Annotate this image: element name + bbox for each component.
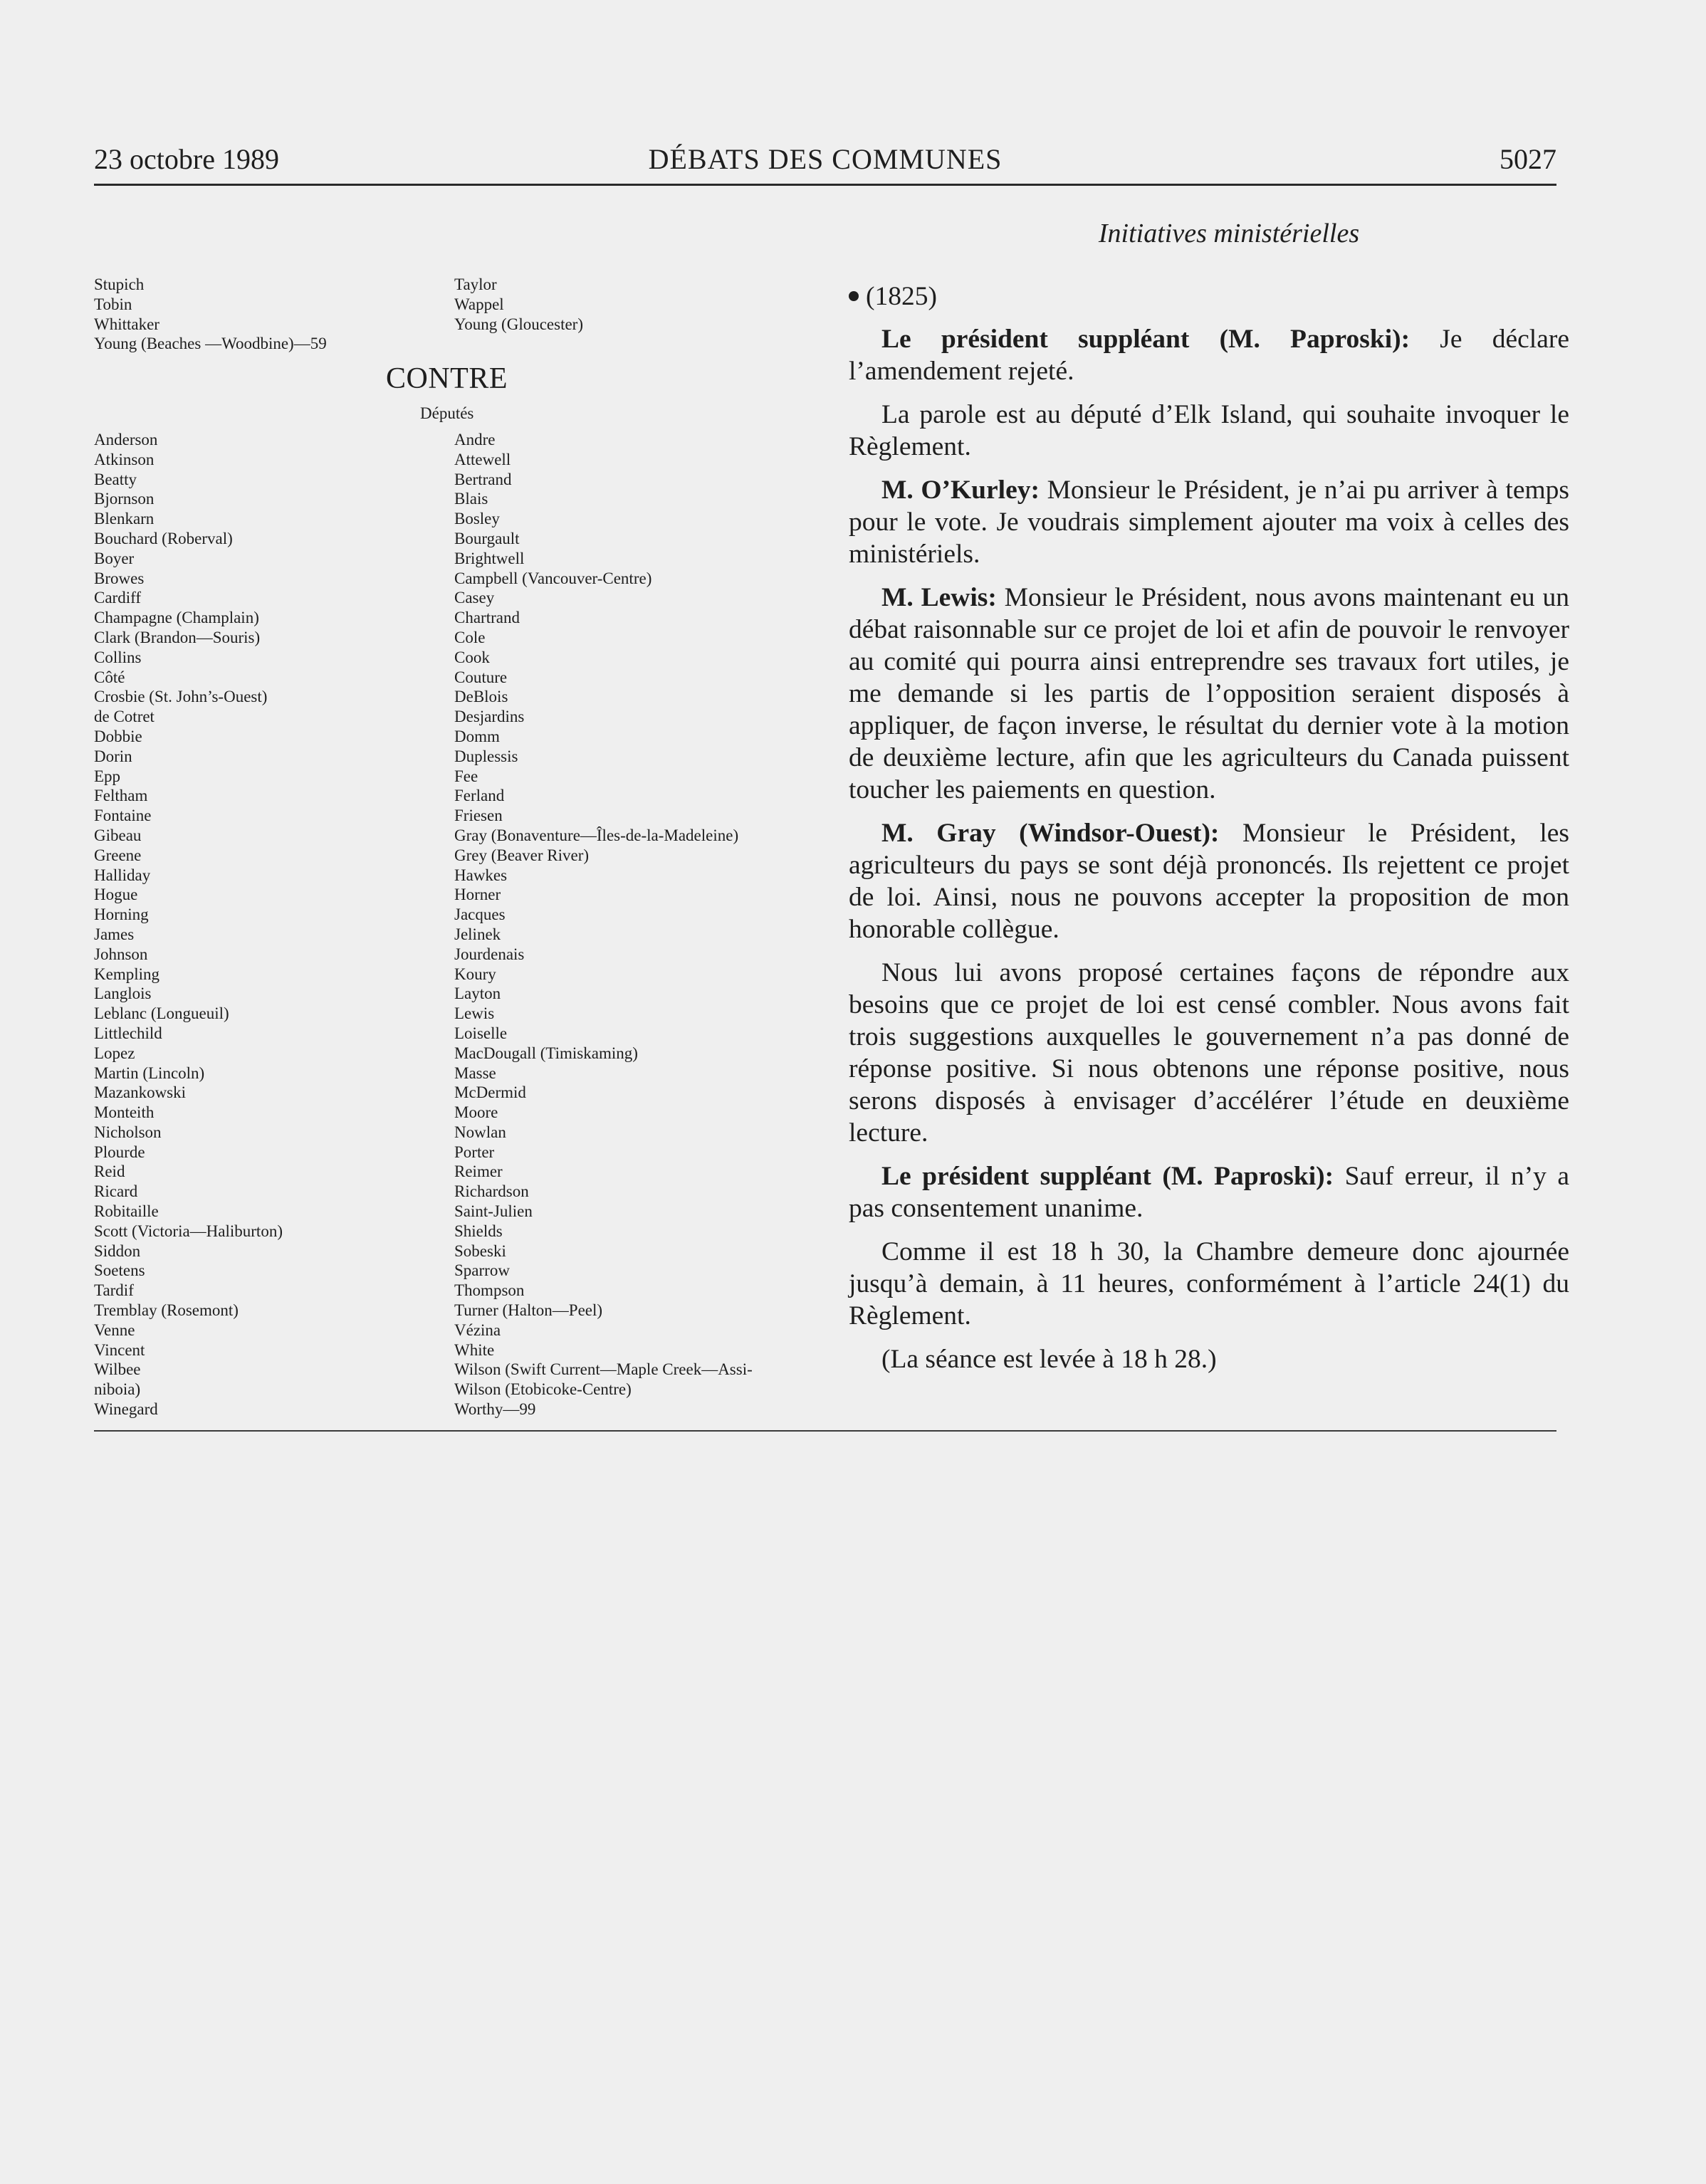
- member-name: Ricard: [94, 1182, 138, 1201]
- speaker-name: M. O’Kurley:: [881, 476, 1040, 505]
- member-name: Bourgault: [454, 529, 520, 547]
- member-name: Attewell: [454, 450, 511, 468]
- member-name: Collins: [94, 648, 142, 666]
- member-name: Browes: [94, 569, 145, 587]
- member-name: Campbell (Vancouver-Centre): [454, 569, 652, 587]
- header-title: DÉBATS DES COMMUNES: [648, 143, 1003, 175]
- member-name: Vézina: [454, 1321, 501, 1339]
- section-title: Initiatives ministérielles: [1098, 219, 1360, 248]
- member-name: Venne: [94, 1321, 135, 1339]
- debate-paragraph: [849, 474, 1569, 570]
- member-name: Koury: [454, 965, 496, 983]
- member-name: MacDougall (Timiskaming): [454, 1044, 638, 1062]
- member-name: Bjornson: [94, 490, 155, 508]
- paragraph-text: Sauf erreur, il n’y a pas consentement unanime.: [849, 1162, 1569, 1223]
- member-name: Fee: [454, 767, 478, 785]
- member-name: Champagne (Champlain): [94, 609, 259, 627]
- member-name: Langlois: [94, 985, 152, 1003]
- member-name: Johnson: [94, 945, 148, 963]
- member-name: Scott (Victoria—Haliburton): [94, 1222, 283, 1240]
- contre-heading: CONTRE: [386, 362, 508, 395]
- debate-paragraph: [849, 817, 1569, 945]
- member-name: Hawkes: [454, 866, 508, 884]
- member-name: Tardif: [94, 1281, 134, 1300]
- member-name: Feltham: [94, 787, 148, 805]
- paragraph-text: Monsieur le Président, nous avons maintenant eu un débat raisonnable sur ce projet de loi et afin de pouvoir le renvoyer au comité qui pourra ainsi entreprendre ses travaux fort utiles, je me demande si les partis de l’opposition seraient disposés à appliquer, de façon inverse, le résultat du dernier vote à la motion de deuxième lecture, afin que les agriculteurs du Canada puissent toucher les paiements en question.: [849, 583, 1569, 804]
- member-name: Porter: [454, 1143, 495, 1161]
- member-name: Soetens: [94, 1261, 145, 1280]
- debate-paragraph: [849, 323, 1569, 387]
- member-name: Monteith: [94, 1103, 155, 1122]
- member-name: Kempling: [94, 965, 159, 983]
- member-name: Wilbee: [94, 1360, 141, 1379]
- member-name: Couture: [454, 668, 508, 686]
- member-name: Tobin: [94, 295, 132, 313]
- member-name: Vincent: [94, 1340, 145, 1359]
- speaker-name: M. Gray (Windsor-Ouest):: [881, 819, 1220, 848]
- header-page-number: 5027: [1500, 143, 1556, 175]
- member-name: Taylor: [454, 275, 497, 293]
- member-name: Turner (Halton—Peel): [454, 1301, 603, 1320]
- paragraph-text: Comme il est 18 h 30, la Chambre demeure donc ajournée jusqu’à demain, à 11 heures, conformément à l’article 24(1) du Règlement.: [849, 1237, 1569, 1330]
- member-name: Leblanc (Longueuil): [94, 1004, 229, 1023]
- member-name: White: [454, 1340, 495, 1359]
- speaker-name: Le président suppléant (M. Paproski):: [881, 325, 1411, 354]
- member-name: de Cotret: [94, 708, 155, 726]
- footer-rule: [94, 1430, 1556, 1432]
- member-name: Fontaine: [94, 807, 152, 825]
- member-name: Jelinek: [454, 925, 501, 943]
- paragraph-text: (La séance est levée à 18 h 28.): [881, 1345, 1217, 1374]
- member-name: Reimer: [454, 1162, 503, 1181]
- pour-list-column-2: [454, 275, 583, 334]
- paragraph-text: Je déclare l’amendement rejeté.: [849, 325, 1569, 386]
- member-name: Winegard: [94, 1400, 158, 1419]
- member-name: Stupich: [94, 275, 145, 293]
- member-name: Horning: [94, 905, 149, 924]
- debate-paragraph: [849, 399, 1569, 463]
- debate-paragraphs: [849, 323, 1569, 1375]
- debate-paragraph: [849, 1160, 1569, 1224]
- member-name: Hogue: [94, 886, 138, 904]
- member-name: Wilson (Etobicoke-Centre): [454, 1380, 632, 1399]
- header-rule: [94, 184, 1556, 186]
- bullet-icon: [849, 291, 859, 301]
- member-name: Chartrand: [454, 609, 520, 627]
- member-name: DeBlois: [454, 688, 508, 706]
- member-name: Worthy—99: [454, 1400, 536, 1419]
- pour-list-column-1: [94, 275, 327, 354]
- paragraph-text: Nous lui avons proposé certaines façons de répondre aux besoins que ce projet de loi est censé combler. Nous avons fait trois suggestions auxquelles le gouvernement n’a pas donné de réponse positive. Si nous obtenons une réponse positive, nous serons disposés à envisager d’accélérer l’étude en deuxième lecture.: [849, 958, 1569, 1148]
- member-name: Reid: [94, 1162, 125, 1181]
- member-name: Loiselle: [454, 1024, 508, 1042]
- member-name: Atkinson: [94, 450, 155, 468]
- member-name: Tremblay (Rosemont): [94, 1301, 239, 1320]
- member-name: McDermid: [454, 1083, 526, 1102]
- member-name: Sparrow: [454, 1261, 510, 1280]
- time-tag-text: (1825): [866, 282, 937, 311]
- member-name: Saint-Julien: [454, 1202, 533, 1221]
- member-name: Greene: [94, 846, 142, 864]
- member-name: Young (Gloucester): [454, 315, 584, 333]
- member-name: Friesen: [454, 807, 503, 825]
- member-name: Cole: [454, 628, 486, 646]
- member-name: Andre: [454, 431, 496, 448]
- member-name: Boyer: [94, 549, 135, 567]
- member-name: Nicholson: [94, 1123, 162, 1141]
- member-name: Whittaker: [94, 315, 159, 333]
- speaker-name: M. Lewis:: [881, 583, 997, 612]
- member-name: Masse: [454, 1064, 496, 1082]
- debate-column: [849, 218, 1569, 1387]
- member-name: Lopez: [94, 1044, 135, 1062]
- member-name: Martin (Lincoln): [94, 1064, 205, 1082]
- member-name: Moore: [454, 1103, 498, 1122]
- time-tag: [849, 280, 1569, 323]
- member-name: Beatty: [94, 470, 137, 488]
- member-name: Wilson (Swift Current—Maple Creek—Assi-: [454, 1360, 753, 1379]
- member-name: Wappel: [454, 295, 504, 313]
- member-name: Crosbie (St. John’s-Ouest): [94, 688, 268, 706]
- debate-paragraph: [849, 1343, 1569, 1375]
- member-name: Cook: [454, 648, 490, 666]
- paragraph-text: La parole est au député d’Elk Island, qui souhaite invoquer le Règlement.: [849, 400, 1569, 461]
- member-name: Shields: [454, 1222, 503, 1240]
- member-name: Brightwell: [454, 549, 525, 567]
- member-name: Robitaille: [94, 1202, 159, 1221]
- member-name: Halliday: [94, 866, 151, 884]
- member-name: Desjardins: [454, 708, 525, 726]
- member-name: Clark (Brandon—Souris): [94, 628, 261, 646]
- deputes-subheading: Députés: [420, 404, 474, 422]
- member-name: Cardiff: [94, 589, 142, 607]
- member-name: Bosley: [454, 510, 500, 528]
- member-name: Lewis: [454, 1004, 495, 1023]
- member-name: Young (Beaches —Woodbine)—59: [94, 335, 327, 353]
- contre-list-column-1: [94, 430, 283, 1419]
- member-name: Richardson: [454, 1182, 529, 1201]
- member-name: Horner: [454, 886, 501, 904]
- member-name: James: [94, 925, 135, 943]
- member-name: Jourdenais: [454, 945, 525, 963]
- member-name: Blenkarn: [94, 510, 155, 528]
- member-name: Grey (Beaver River): [454, 846, 590, 864]
- member-name: Domm: [454, 727, 500, 745]
- member-name: Nowlan: [454, 1123, 506, 1141]
- member-name: Ferland: [454, 787, 505, 805]
- member-name: Duplessis: [454, 747, 518, 765]
- member-name: Sobeski: [454, 1241, 506, 1260]
- member-name: Thompson: [454, 1281, 525, 1300]
- member-name: Blais: [454, 490, 488, 508]
- member-name: Littlechild: [94, 1024, 162, 1042]
- contre-list-column-2: [454, 430, 753, 1419]
- debate-paragraph: [849, 957, 1569, 1149]
- member-name: Dobbie: [94, 727, 142, 745]
- member-name: Layton: [454, 985, 501, 1003]
- page-header: [94, 142, 1556, 182]
- member-name: niboia): [94, 1380, 141, 1399]
- member-name: Siddon: [94, 1241, 141, 1260]
- member-name: Bertrand: [454, 470, 512, 488]
- member-name: Casey: [454, 589, 495, 607]
- speaker-name: Le président suppléant (M. Paproski):: [881, 1162, 1334, 1191]
- member-name: Gray (Bonaventure—Îles-de-la-Madeleine): [454, 826, 739, 844]
- member-name: Gibeau: [94, 826, 142, 844]
- paragraph-text: Monsieur le Président, je n’ai pu arriver à temps pour le vote. Je voudrais simplement ajouter ma voix à celles des ministériels.: [849, 476, 1569, 569]
- paragraph-text: Monsieur le Président, les agriculteurs du pays se sont déjà prononcés. Ils rejettent ce projet de loi. Ainsi, nous ne pouvons accepter la proposition de mon honorable collègue.: [849, 819, 1569, 944]
- member-name: Bouchard (Roberval): [94, 529, 233, 547]
- member-name: Jacques: [454, 905, 506, 924]
- member-name: Mazankowski: [94, 1083, 187, 1102]
- member-name: Dorin: [94, 747, 132, 765]
- member-name: Anderson: [94, 431, 158, 448]
- header-date: 23 octobre 1989: [94, 143, 279, 175]
- member-name: Plourde: [94, 1143, 145, 1161]
- member-name: Epp: [94, 767, 121, 785]
- debate-paragraph: [849, 582, 1569, 806]
- debate-paragraph: [849, 1236, 1569, 1332]
- member-name: Côté: [94, 668, 125, 686]
